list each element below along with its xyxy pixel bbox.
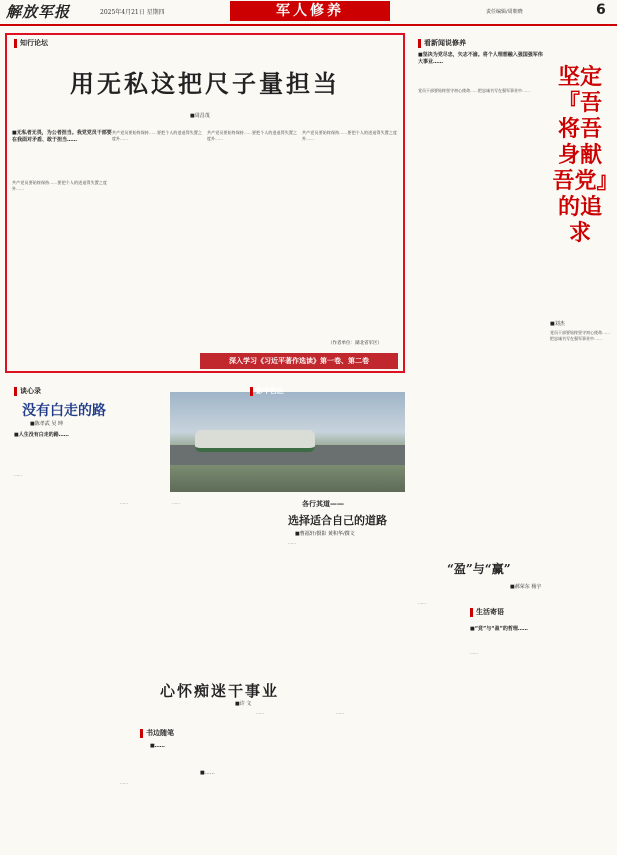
rail-body-col-3: ……: [288, 540, 296, 545]
issue-date: 2025年4月21日 星期四: [100, 9, 165, 16]
life-body: ……: [470, 650, 478, 655]
rail-body-col-1: ……: [120, 500, 128, 505]
featured-author: ■周昌茂: [190, 113, 210, 119]
talk-headline[interactable]: 没有白走的路: [22, 403, 106, 419]
rail-author: ■曹福轩/摄影 黄积华/撰文: [295, 531, 355, 537]
featured-headline[interactable]: 用无私这把尺子量担当: [70, 70, 340, 98]
author-unit-note: （作者单位：湖北省军区）: [328, 341, 382, 346]
tag-bar-icon: [14, 39, 17, 48]
heng-headline[interactable]: 心怀痴迷干事业: [160, 682, 280, 700]
column-tag-talk: [14, 386, 41, 396]
book-summary: ■……: [150, 743, 165, 749]
tag-bar-icon: [14, 387, 17, 396]
column-tag-label: 看新闻说修养: [424, 39, 466, 47]
column-tag-label: 生活寄语: [476, 608, 504, 616]
tag-bar-icon: [418, 39, 421, 48]
column-tag-label: 知行论坛: [20, 39, 48, 47]
featured-body-col-2: 共产党员要始终保持……要把个人的进退得失置之度外……: [112, 130, 202, 141]
life-summary: ■“竞”与“盈”的哲理……: [470, 626, 528, 632]
heng-author: ■许 文: [235, 701, 252, 707]
heng-body-col-1: ……: [256, 710, 264, 715]
right-body-col-1: 党员干部要始终坚守初心使命……把忠诚书写在强军事业中……: [418, 88, 530, 93]
column-tag-life: [470, 607, 504, 617]
page-number: 6: [596, 2, 606, 18]
column-tag-zhilun: [14, 38, 48, 48]
section-banner: 军人修养: [230, 1, 390, 21]
tag-bar-icon: [140, 729, 143, 738]
talk-summary: ■人生没有白走的路……: [14, 432, 69, 438]
right-author: ■刘杰: [550, 321, 565, 327]
tag-bar-icon: [470, 608, 473, 617]
editor-credit: 责任编辑/周朝晓: [486, 9, 523, 15]
news-summary: ■坚决为党尽忠，矢志不渝。将个人理想融入强国强军伟大事业……: [418, 52, 543, 65]
rail-headline[interactable]: 选择适合自己的道路: [288, 514, 387, 527]
book-body-col-1: ……: [120, 780, 128, 785]
talk-author: ■陈孝武 吴 坤: [30, 421, 63, 427]
ying-title[interactable]: “盈”与“赢”: [447, 562, 511, 576]
study-banner[interactable]: 深入学习《习近平著作选读》第一卷、第二卷: [200, 353, 398, 369]
rail-body-col-2: ……: [172, 500, 180, 505]
featured-body-col-4: 共产党员要始终保持……要把个人的进退得失置之度外……: [302, 130, 397, 141]
talk-body: ……: [14, 472, 22, 477]
right-body-col-2: 党员干部要始终坚守初心使命……把忠诚书写在强军事业中……: [550, 330, 610, 341]
featured-summary: ■无私者无畏，为公者担当。我党党员干部要在我面对矛盾、敢于担当……: [12, 130, 112, 143]
heng-body-col-2: ……: [336, 710, 344, 715]
right-headline[interactable]: 坚定『吾将吾身献吾党』的追求: [552, 65, 608, 246]
column-tag-label: 谈心录: [20, 387, 41, 395]
column-tag-review: [418, 38, 466, 48]
book-author: ■……: [200, 770, 215, 776]
rail-subtitle: 各行其道——: [302, 500, 344, 508]
ying-author: ■郝荣东 杨宇: [510, 584, 542, 590]
ying-body-col-1: ……: [418, 600, 426, 605]
newspaper-logo: 解放军报: [6, 3, 71, 21]
column-tag-book: [140, 728, 174, 738]
column-tag-label: 书边随笔: [146, 729, 174, 737]
featured-body-col-3: 共产党员要始终保持……要把个人的进退得失置之度外……: [207, 130, 297, 141]
train-icon: [195, 430, 315, 452]
column-tag-philosophy: [250, 386, 284, 396]
column-tag-label: 影中哲丝: [256, 387, 284, 395]
featured-body-col-1: 共产党员要始终保持……要把个人的进退得失置之度外……: [12, 180, 107, 191]
tag-bar-icon: [250, 387, 253, 396]
